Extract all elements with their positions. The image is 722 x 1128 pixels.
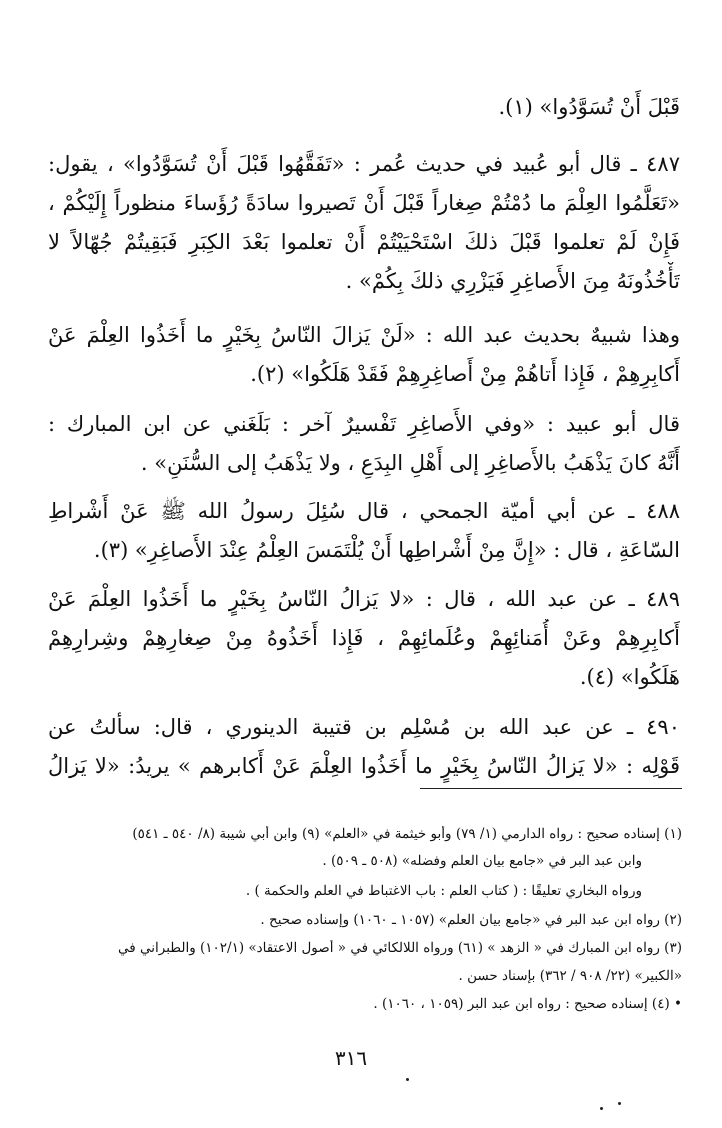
text-line: قال أبو عبيد : «وفي الأَصاغِرِ تَفْسيرٌ آخر : بَلَغَني عن ابن المبارك : [48,412,680,436]
paragraph-487 [48,145,680,301]
footnote-separator [420,788,682,789]
text-line: ٤٨٩ ـ عن عبد الله ، قال : «لا يَزالُ النّاسُ بِخَيْرٍ ما أَخَذُوا العِلْمَ عَنْ [48,587,680,611]
page-number: ٣١٦ [334,1046,368,1070]
text-line: ٤٨٨ ـ عن أبي أميّة الجمحي ، قال سُئِلَ رسولُ الله ﷺ عَنْ أَشْراطِ [48,499,680,523]
speck-mark [618,1102,621,1105]
text-line: أَكابِرِهِمْ ، فَإِذا أَتاهُمْ مِنْ أَصاغِرِهِمْ فَقَدْ هَلَكُوا» (٢). [250,362,680,386]
footnote-3: (٣) رواه ابن المبارك في « الزهد » (٦١) ورواه اللالكائي في « أصول الاعتقاد» (١٠٢/١) والطبراني في [117,940,682,956]
paragraph-abdallah-hadith [48,316,680,394]
footnote-3-continued: «الكبير» (٢٢/ ٩٠٨ / ٣٦٢) بإسناد حسن . [458,968,682,984]
text-line: تَأْخُذُونَهُ مِنَ الأَصاغِرِ فَيَزْرِي ذلكَ بِكُمْ» . [345,269,680,293]
text-line: السّاعَةِ ، قال : «إِنَّ مِنْ أَشْراطِها أَنْ يُلْتَمَسَ العِلْمُ عِنْدَ الأَصاغِرِ» (٣). [93,538,680,562]
paragraph-490 [48,708,680,786]
footnote-2: (٢) رواه ابن عبد البر في «جامع بيان العلم» (١٠٥٧ ـ ١٠٦٠) وإسناده صحيح . [260,912,682,928]
footnote-1: (١) إسناده صحيح : رواه الدارمي (١/ ٧٩) وأبو خيثمة في «العلم» (٩) وابن أبي شيبة (٨/ ٥٤٠ ـ ٥٤١) [132,826,682,842]
footnote-4: • (٤) إسناده صحيح : رواه ابن عبد البر (١٠٥٩ ، ١٠٦٠) . [373,996,682,1012]
text-line: أَكابِرِهِمْ وعَنْ أُمَنائِهِمْ وعُلَمائِهِمْ ، فَإِذا أَخَذُوهُ مِنْ صِغارِهِمْ وشِرارِهِمْ [48,626,680,650]
speck-mark [406,1078,409,1081]
text-line: هَلَكُوا» (٤). [579,665,680,689]
paragraph-489 [48,580,680,697]
text-line: قَبْلَ أَنْ تُسَوَّدُوا» (١). [498,95,680,119]
main-text [48,88,680,127]
text-line: «تَعَلَّمُوا العِلْمَ ما دُمْتُمْ صِغاراً قَبْلَ أَنْ تَصيروا سادَةً رُؤَساءَ منظوراً إِلَيْكُمْ ، [48,191,680,215]
footnote-1-continued: وابن عبد البر في «جامع بيان العلم وفضله» (٥٠٨ ـ ٥٠٩) . [322,853,642,869]
paragraph-abu-ubaid [48,405,680,483]
text-line: قَوْلِه : «لا يَزالُ النّاسُ بِخَيْرٍ ما أَخَذُوا العِلْمَ عَنْ أَكابرهم » يريدُ: «لا يَزالُ [48,754,680,778]
text-line: ٤٨٧ ـ قال أبو عُبيد في حديث عُمر : «تَفَقَّهُوا قَبْلَ أَنْ تُسَوَّدُوا» ، يقول: [48,152,680,176]
footnote-1-bukhari: ورواه البخاري تعليقًا : ( كتاب العلم : باب الاغتباط في العلم والحكمة ) . [245,883,642,899]
text-line: أَنَّهُ كانَ يَذْهَبُ بالأَصاغِرِ إلى أَهْلِ البِدَعِ ، ولا يَذْهَبُ إلى السُّنَنِ» . [140,451,680,475]
text-line: فَإِنْ لَمْ تعلموا قَبْلَ ذلكَ اسْتَحْيَيْتُمْ أَنْ تعلموا بَعْدَ الكِبَرِ فَبَقِيتُمْ جُهّالاً لا [48,230,680,254]
speck-mark [600,1107,603,1110]
paragraph-488 [48,492,680,570]
text-line: وهذا شبيهٌ بحديث عبد الله : «لَنْ يَزالَ النّاسُ بِخَيْرٍ ما أَخَذُوا العِلْمَ عَنْ [48,323,680,347]
text-line: ٤٩٠ ـ عن عبد الله بن مُسْلِم بن قتيبة الدينوري ، قال: سألتُ عن [48,715,680,739]
